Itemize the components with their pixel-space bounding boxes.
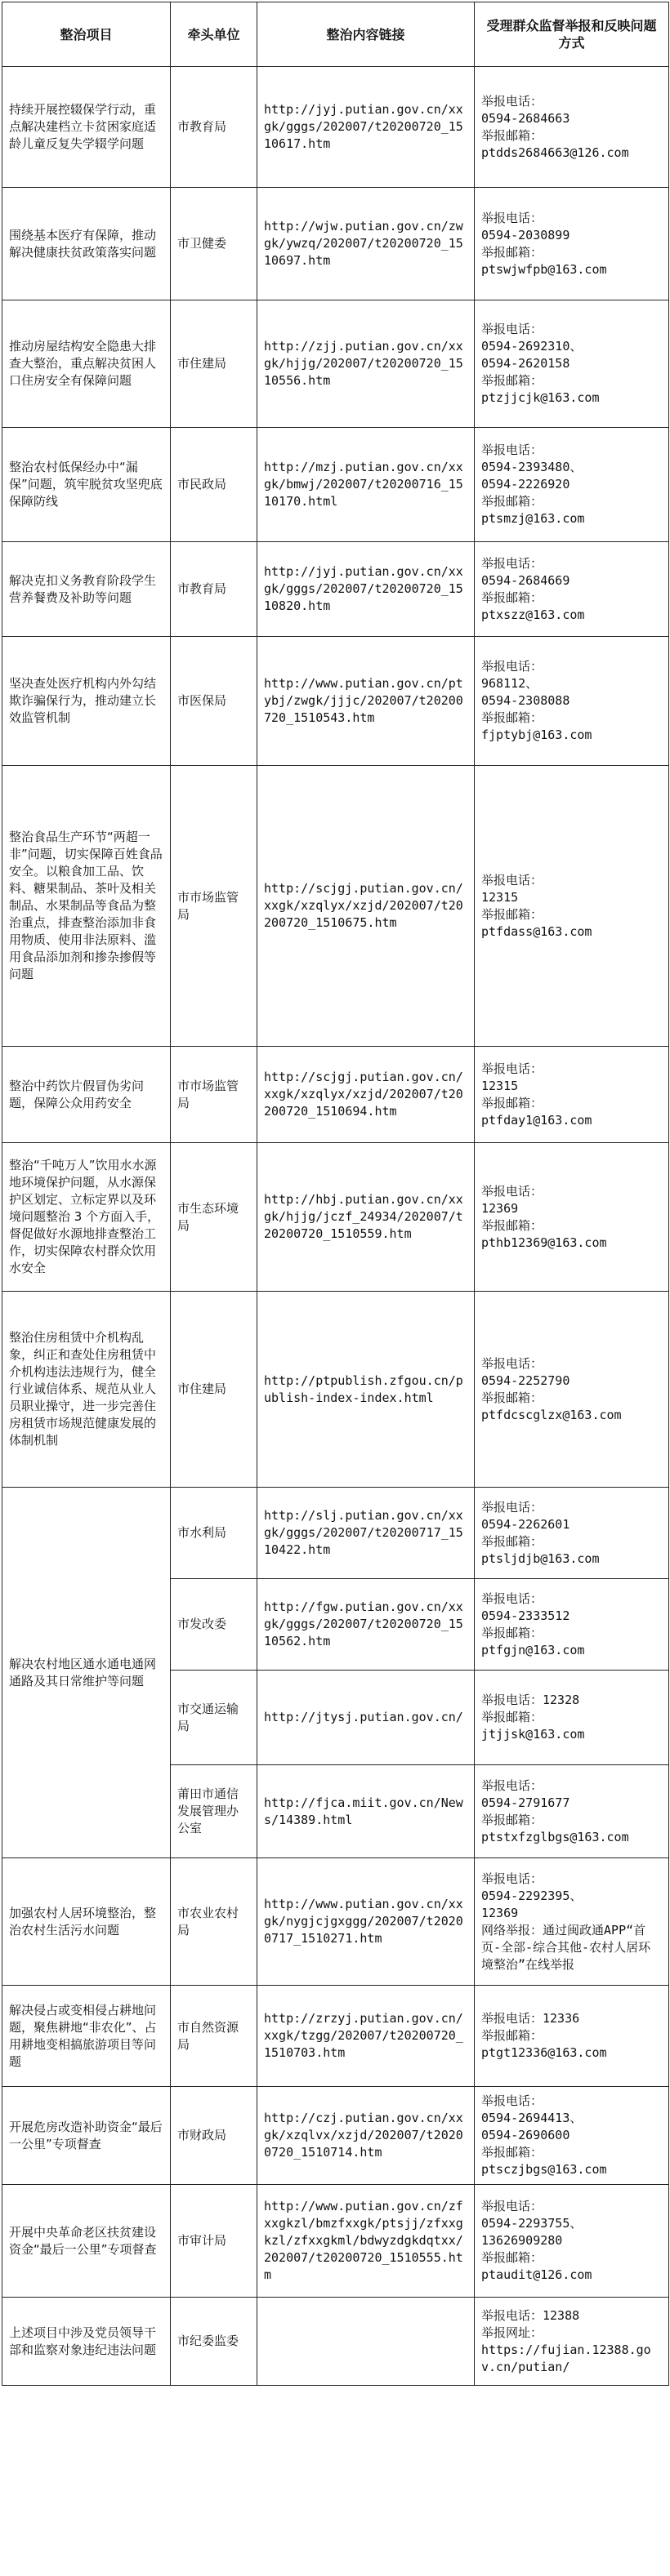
table-row: [2, 1047, 669, 1143]
lead-unit-cell: 市农业农村局: [171, 1858, 257, 1986]
project-cell: 围绕基本医疗有保障，推动解决健康扶贫政策落实问题: [2, 188, 171, 300]
contact-line: 0594-2684669: [481, 572, 570, 588]
contact-cell: [475, 188, 669, 300]
contact-line: 0594-2791677: [481, 1795, 570, 1810]
lead-unit-cell: 市医保局: [171, 637, 257, 766]
contact-line: 0594-2692310、: [481, 339, 583, 354]
contact-line: ptfdass@163.com: [481, 923, 592, 939]
table-row: [2, 637, 669, 766]
contact-line: 举报电话：: [481, 1355, 543, 1371]
table-row: [2, 1986, 669, 2087]
lead-unit-cell: 市交通运输局: [171, 1671, 257, 1765]
table-row: [2, 300, 669, 428]
contact-line: 举报邮箱：: [481, 1625, 543, 1640]
contact-cell: [475, 428, 669, 542]
contact-cell: [475, 1671, 669, 1765]
lead-unit-cell: 市市场监管局: [171, 1047, 257, 1143]
content-link-cell[interactable]: [257, 2298, 475, 2386]
contact-line: 举报电话：12328: [481, 1693, 580, 1707]
contact-cell: [475, 1488, 669, 1579]
header-item: 整治项目: [2, 2, 171, 67]
project-cell: 开展危房改造补助资金“最后一公里”专项督查: [2, 2087, 171, 2185]
contact-line: 0594-2684663: [481, 110, 570, 126]
contact-line: ptdds2684663@126.com: [481, 145, 629, 160]
lead-unit-cell: 市生态环境局: [171, 1143, 257, 1292]
contact-line: 0594-2308088: [481, 693, 570, 708]
project-cell: 加强农村人居环境整治，整治农村生活污水问题: [2, 1858, 171, 1986]
contact-line: ptfdcscglzx@163.com: [481, 1407, 622, 1422]
table-row: [2, 428, 669, 542]
contact-line: 举报邮箱：: [481, 589, 543, 605]
project-cell: 上述项目中涉及党员领导干部和监察对象违纪违法问题: [2, 2298, 171, 2386]
contact-cell: [475, 2185, 669, 2298]
table-row: [2, 67, 669, 188]
content-link-cell[interactable]: http://www.putian.gov.cn/xxgk/nygjcjgxggg/202007/t20200717_1510271.htm: [257, 1858, 475, 1986]
lead-unit-cell: 市市场监管局: [171, 766, 257, 1047]
content-link-cell[interactable]: http://scjgj.putian.gov.cn/xxgk/xzqlyx/xzjd/202007/t20200720_1510694.htm: [257, 1047, 475, 1143]
content-link-cell[interactable]: http://slj.putian.gov.cn/xxgk/gggs/202007/t20200717_1510422.htm: [257, 1488, 475, 1579]
content-link-cell[interactable]: http://mzj.putian.gov.cn/xxgk/bmwj/202007/t20200716_1510170.html: [257, 428, 475, 542]
header-link: 整治内容链接: [257, 2, 475, 67]
contact-line: 举报电话：: [481, 93, 543, 109]
contact-line: 举报电话：: [481, 1061, 543, 1076]
lead-unit-cell: 市住建局: [171, 1292, 257, 1488]
lead-unit-cell: 市审计局: [171, 2185, 257, 2298]
content-link-cell[interactable]: http://fgw.putian.gov.cn/xxgk/gggs/202007/t20200720_1510562.htm: [257, 1579, 475, 1671]
contact-line: https://fujian.12388.gov.cn/putian/: [481, 2342, 651, 2374]
contact-cell: [475, 637, 669, 766]
contact-line: ptswjwfpb@163.com: [481, 261, 607, 277]
contact-line: 0594-2333512: [481, 1608, 570, 1623]
table-row: [2, 1292, 669, 1488]
header-contact: 受理群众监督举报和反映问题方式: [475, 2, 669, 67]
contact-line: 举报邮箱：: [481, 1710, 543, 1724]
contact-cell: [475, 1579, 669, 1671]
contact-line: ptxszz@163.com: [481, 607, 585, 622]
contact-line: ptgt12336@163.com: [481, 2045, 607, 2060]
content-link-cell[interactable]: http://jtysj.putian.gov.cn/: [257, 1671, 475, 1765]
contact-line: 举报电话：12336: [481, 2011, 580, 2026]
content-link-cell[interactable]: http://wjw.putian.gov.cn/zwgk/ywzq/202007/t20200720_1510697.htm: [257, 188, 475, 300]
contact-line: 举报电话：: [481, 443, 543, 457]
contact-line: fjptybj@163.com: [481, 727, 592, 742]
project-cell: 整治食品生产环节“两超一非”问题，切实保障百姓食品安全。以粮食加工品、饮料、糖果制品、茶叶及相关制品、水果制品等食品为整治重点，排查整治添加非食用物质、使用非法原料、滥用食品添加剂和掺杂掺假等问题: [2, 766, 171, 1047]
contact-line: 0594-2292395、: [481, 1888, 583, 1903]
contact-line: 举报电话：: [481, 659, 543, 674]
contact-line: 举报网址：: [481, 2325, 543, 2340]
contact-line: ptzjjcjk@163.com: [481, 390, 600, 405]
header-unit: 牵头单位: [171, 2, 257, 67]
table-row: [2, 2087, 669, 2185]
contact-line: 举报邮箱：: [481, 1390, 543, 1405]
contact-cell: [475, 2298, 669, 2386]
project-cell: 解决农村地区通水通电通网通路及其日常维护等问题: [2, 1488, 171, 1858]
contact-line: 举报邮箱：: [481, 2145, 543, 2160]
contact-line: 0594-2690600: [481, 2128, 570, 2142]
lead-unit-cell: 市自然资源局: [171, 1986, 257, 2087]
contact-line: 12315: [481, 889, 519, 905]
project-cell: 整治农村低保经办中“漏保”问题，筑牢脱贫攻坚兜底保障防线: [2, 428, 171, 542]
contact-line: 举报电话：: [481, 1871, 543, 1886]
contact-cell: [475, 766, 669, 1047]
content-link-cell[interactable]: http://zjj.putian.gov.cn/xxgk/hjjg/202007/t20200720_1510556.htm: [257, 300, 475, 428]
lead-unit-cell: 市教育局: [171, 67, 257, 188]
contact-line: 举报邮箱：: [481, 2250, 543, 2265]
contact-line: 举报邮箱：: [481, 494, 543, 509]
contact-line: jtjjsk@163.com: [481, 1727, 585, 1742]
contact-line: 12315: [481, 1078, 519, 1093]
table-header-row: [2, 2, 669, 67]
contact-line: pthb12369@163.com: [481, 1235, 607, 1250]
content-link-cell[interactable]: http://hbj.putian.gov.cn/xxgk/hjjg/jczf_24934/202007/t20200720_1510559.htm: [257, 1143, 475, 1292]
project-cell: 整治中药饮片假冒伪劣问题，保障公众用药安全: [2, 1047, 171, 1143]
table-row: [2, 2185, 669, 2298]
contact-line: 举报邮箱：: [481, 906, 543, 922]
project-cell: 解决侵占或变相侵占耕地问题，聚焦耕地“非农化”、占用耕地变相搞旅游项目等问题: [2, 1986, 171, 2087]
contact-line: 举报电话：: [481, 1499, 543, 1515]
contact-line: 举报邮箱：: [481, 1095, 543, 1110]
content-link-cell[interactable]: http://jyj.putian.gov.cn/xxgk/gggs/202007/t20200720_1510617.htm: [257, 67, 475, 188]
project-cell: 坚决查处医疗机构内外勾结欺诈骗保行为，推动建立长效监管机制: [2, 637, 171, 766]
lead-unit-cell: 市财政局: [171, 2087, 257, 2185]
lead-unit-cell: 市发改委: [171, 1579, 257, 1671]
lead-unit-cell: 市水利局: [171, 1488, 257, 1579]
contact-line: 0594-2293755、: [481, 2216, 583, 2231]
supervision-table: [2, 2, 669, 2386]
project-cell: 解决克扣义务教育阶段学生营养餐费及补助等问题: [2, 542, 171, 637]
table-row: [2, 1488, 669, 1579]
contact-line: 0594-2226920: [481, 477, 570, 492]
lead-unit-cell: 市纪委监委: [171, 2298, 257, 2386]
contact-line: 举报电话：: [481, 322, 543, 336]
content-link-cell[interactable]: http://scjgj.putian.gov.cn/xxgk/xzqlyx/xzjd/202007/t20200720_1510675.htm: [257, 766, 475, 1047]
contact-line: 0594-2262601: [481, 1516, 570, 1532]
contact-line: ptsczjbgs@163.com: [481, 2162, 607, 2177]
contact-line: 13626909280: [481, 2233, 563, 2248]
contact-line: ptaudit@126.com: [481, 2267, 592, 2282]
table-body: [2, 67, 669, 2386]
contact-line: 举报电话：: [481, 1591, 543, 1606]
contact-line: 举报邮箱：: [481, 710, 543, 725]
contact-line: ptfday1@163.com: [481, 1112, 592, 1128]
contact-line: 0594-2694413、: [481, 2111, 583, 2125]
lead-unit-cell: 市住建局: [171, 300, 257, 428]
contact-line: 举报电话：: [481, 2093, 543, 2108]
contact-line: 举报电话：: [481, 210, 543, 225]
table-row: [2, 188, 669, 300]
contact-line: 举报电话：: [481, 872, 543, 888]
content-link-cell[interactable]: http://www.putian.gov.cn/zfxxgkzl/bmzfxxgk/ptsjj/zfxxgkzl/zfxxgkml/bdwyzdgkdqtxx/202007/t20200720_1510555.htm: [257, 2185, 475, 2298]
project-cell: 推动房屋结构安全隐患大排查大整治，重点解决贫困人口住房安全有保障问题: [2, 300, 171, 428]
content-link-cell[interactable]: http://www.putian.gov.cn/ptybj/zwgk/jjjc/202007/t20200720_1510543.htm: [257, 637, 475, 766]
contact-line: 0594-2620158: [481, 356, 570, 371]
project-cell: 整治住房租赁中介机构乱象，纠正和查处住房租赁中介机构违法违规行为，健全行业诚信体系、规范从业人员职业操守，进一步完善住房租赁市场规范健康发展的体制机制: [2, 1292, 171, 1488]
contact-line: 举报邮箱：: [481, 127, 543, 143]
lead-unit-cell: 市卫健委: [171, 188, 257, 300]
content-link-cell[interactable]: http://jyj.putian.gov.cn/xxgk/gggs/202007/t20200720_1510820.htm: [257, 542, 475, 637]
contact-cell: [475, 1986, 669, 2087]
lead-unit-cell: 市民政局: [171, 428, 257, 542]
contact-line: 12369: [481, 1200, 519, 1216]
contact-line: 举报邮箱：: [481, 2028, 543, 2043]
lead-unit-cell: 莆田市通信发展管理办公室: [171, 1765, 257, 1858]
contact-line: 举报邮箱：: [481, 1533, 543, 1549]
contact-line: 举报电话：: [481, 1183, 543, 1199]
contact-line: 举报电话：: [481, 555, 543, 571]
contact-cell: [475, 1765, 669, 1858]
table-row: [2, 766, 669, 1047]
contact-line: 968112、: [481, 676, 538, 691]
content-link-cell[interactable]: http://fjca.miit.gov.cn/News/14389.html: [257, 1765, 475, 1858]
contact-cell: [475, 1143, 669, 1292]
contact-line: 举报邮箱：: [481, 1217, 543, 1233]
contact-line: ptstxfzglbgs@163.com: [481, 1829, 629, 1844]
contact-cell: [475, 300, 669, 428]
contact-line: 0594-2252790: [481, 1373, 570, 1388]
table-row: [2, 1143, 669, 1292]
content-link-cell[interactable]: http://czj.putian.gov.cn/xxgk/xzqlvx/xzjd/202007/t20200720_1510714.htm: [257, 2087, 475, 2185]
contact-line: 举报电话：: [481, 1777, 543, 1793]
contact-cell: [475, 1047, 669, 1143]
project-cell: 开展中央革命老区扶贫建设资金“最后一公里”专项督查: [2, 2185, 171, 2298]
contact-line: 0594-2030899: [481, 227, 570, 242]
lead-unit-cell: 市教育局: [171, 542, 257, 637]
project-cell: 持续开展控辍保学行动，重点解决建档立卡贫困家庭适龄儿童反复失学辍学问题: [2, 67, 171, 188]
contact-line: ptsmzj@163.com: [481, 511, 585, 526]
contact-line: 12369: [481, 1905, 519, 1920]
table-row: [2, 542, 669, 637]
content-link-cell[interactable]: http://zrzyj.putian.gov.cn/xxgk/tzgg/202007/t20200720_1510703.htm: [257, 1986, 475, 2087]
table-row: [2, 2298, 669, 2386]
content-link-cell[interactable]: http://ptpublish.zfgou.cn/publish-index-index.html: [257, 1292, 475, 1488]
contact-cell: [475, 2087, 669, 2185]
contact-line: 举报电话：: [481, 2199, 543, 2213]
contact-cell: [475, 67, 669, 188]
contact-cell: [475, 542, 669, 637]
table-row: [2, 1858, 669, 1986]
contact-line: 举报电话：12388: [481, 2307, 580, 2323]
contact-line: 0594-2393480、: [481, 460, 583, 474]
contact-line: 举报邮箱：: [481, 373, 543, 388]
contact-cell: [475, 1292, 669, 1488]
contact-line: 网络举报：通过闽政通APP“首页-全部-综合其他-农村人居环境整治”在线举报: [481, 1922, 651, 1972]
project-cell: 整治“千吨万人”饮用水水源地环境保护问题，从水源保护区划定、立标定界以及环境问题整治 3 个方面入手，督促做好水源地排查整治工作，切实保障农村群众饮用水安全: [2, 1143, 171, 1292]
contact-line: 举报邮箱：: [481, 244, 543, 260]
contact-line: ptfgjn@163.com: [481, 1642, 585, 1657]
contact-line: ptsljdjb@163.com: [481, 1550, 600, 1566]
contact-line: 举报邮箱：: [481, 1812, 543, 1827]
contact-cell: [475, 1858, 669, 1986]
